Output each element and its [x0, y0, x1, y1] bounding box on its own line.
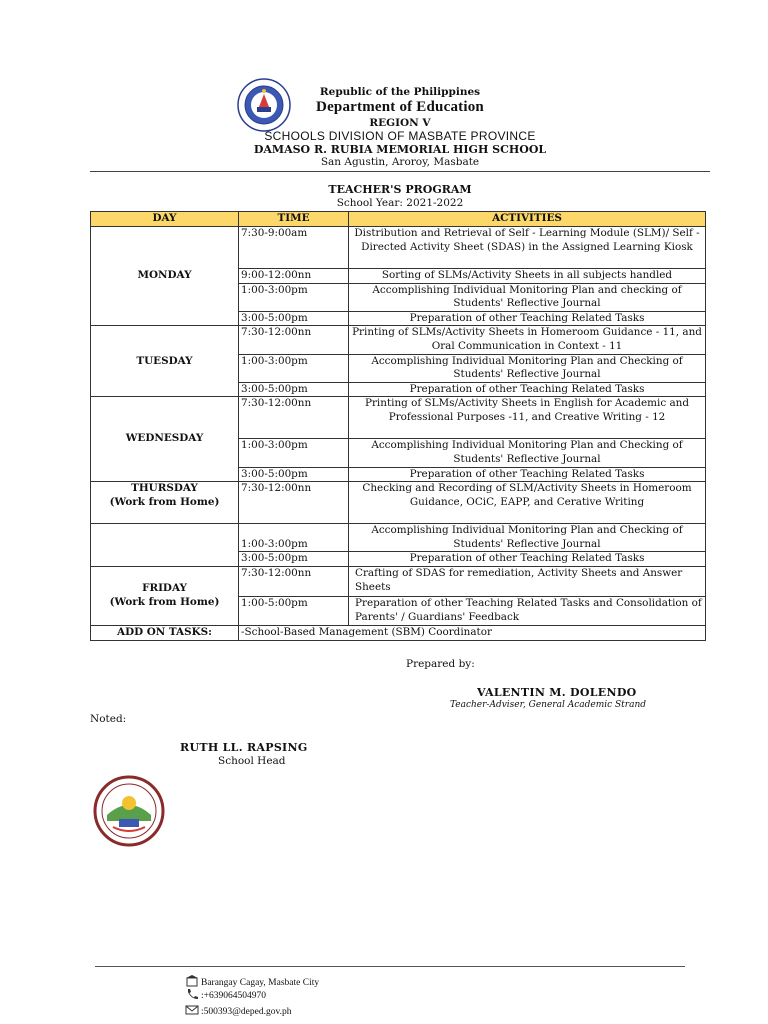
- time-cell: 3:00-5:00pm: [239, 467, 349, 482]
- activity-cell: Crafting of SDAS for remediation, Activity Sheets and Answer Sheets: [349, 566, 706, 596]
- activity-cell: Accomplishing Individual Monitoring Plan and Checking of Students' Reflective Journal: [349, 354, 706, 382]
- time-cell: 7:30-12:00nn: [239, 482, 349, 524]
- time-cell: 1:00-3:00pm: [239, 524, 349, 552]
- header-department: Department of Education: [316, 99, 484, 115]
- footer-address-line: [185, 975, 319, 988]
- header-day: DAY: [91, 212, 239, 227]
- addon-label: ADD ON TASKS:: [91, 625, 239, 640]
- empty-day-cell: [91, 524, 239, 567]
- footer-divider: [95, 966, 685, 967]
- prepared-by-label: Prepared by:: [406, 658, 475, 670]
- time-cell: 1:00-3:00pm: [239, 354, 349, 382]
- activity-cell: Preparation of other Teaching Related Tasks: [349, 467, 706, 482]
- time-cell: 1:00-3:00pm: [239, 283, 349, 311]
- time-cell: 3:00-5:00pm: [239, 311, 349, 326]
- activity-cell: Preparation of other Teaching Related Tasks: [349, 311, 706, 326]
- activity-cell: Preparation of other Teaching Related Tasks: [349, 382, 706, 397]
- header-school: DAMASO R. RUBIA MEMORIAL HIGH SCHOOL: [253, 143, 547, 156]
- day-friday-label: FRIDAY: [142, 582, 187, 595]
- time-cell: 7:30-9:00am: [239, 227, 349, 269]
- footer-phone-line: [185, 988, 266, 1001]
- day-wednesday: WEDNESDAY: [91, 397, 239, 482]
- activity-cell: Accomplishing Individual Monitoring Plan and checking of Students' Reflective Journal: [349, 283, 706, 311]
- time-cell: 3:00-5:00pm: [239, 382, 349, 397]
- footer-phone: :+639064504970: [201, 991, 266, 1001]
- activity-cell: Distribution and Retrieval of Self - Learning Module (SLM)/ Self -Directed Activity Sheet (SDAS) in the Assigned Learning Kiosk: [349, 227, 706, 269]
- email-icon: [185, 1004, 199, 1016]
- day-friday-note: (Work from Home): [109, 595, 220, 608]
- table-row: [91, 524, 706, 552]
- schedule-table: [90, 211, 706, 641]
- activity-cell: Printing of SLMs/Activity Sheets in English for Academic and Professional Purposes -11, and Creative Writing - 12: [349, 397, 706, 439]
- activity-cell: Checking and Recording of SLM/Activity Sheets in Homeroom Guidance, OCiC, EAPP, and Cerative Writing: [349, 482, 706, 524]
- school-head-name: RUTH LL. RAPSING: [180, 741, 308, 754]
- activity-cell: Printing of SLMs/Activity Sheets in Homeroom Guidance - 11, and Oral Communication in Context - 11: [349, 326, 706, 354]
- school-head-role: School Head: [218, 755, 286, 767]
- header-division: SCHOOLS DIVISION OF MASBATE PROVINCE: [264, 129, 536, 143]
- time-cell: 1:00-3:00pm: [239, 439, 349, 467]
- time-cell: 1:00-5:00pm: [239, 596, 349, 625]
- header-location: San Agustin, Aroroy, Masbate: [320, 156, 480, 168]
- header-republic: Republic of the Philippines: [319, 86, 481, 98]
- activity-cell: Sorting of SLMs/Activity Sheets in all subjects handled: [349, 269, 706, 284]
- activity-cell: Preparation of other Teaching Related Tasks: [349, 552, 706, 567]
- table-row: [91, 625, 706, 640]
- footer-email-line: [185, 1004, 291, 1017]
- activity-cell: Accomplishing Individual Monitoring Plan and Checking of Students' Reflective Journal: [349, 524, 706, 552]
- day-thursday-label: THURSDAY: [131, 482, 198, 495]
- table-row: [91, 326, 706, 354]
- table-row: [91, 397, 706, 439]
- time-cell: 7:30-12:00nn: [239, 326, 349, 354]
- school-year: School Year: 2021-2022: [336, 197, 464, 209]
- day-tuesday: TUESDAY: [91, 326, 239, 397]
- header-region: REGION V: [369, 117, 431, 129]
- footer-email: :500393@deped.gov.ph: [201, 1007, 292, 1017]
- table-header-row: [91, 212, 706, 227]
- preparer-role: Teacher-Adviser, General Academic Strand: [449, 700, 647, 710]
- time-cell: 7:30-12:00nn: [239, 566, 349, 596]
- school-seal-logo: [93, 775, 165, 847]
- table-row: [91, 227, 706, 269]
- day-friday: [91, 566, 239, 625]
- preparer-name: VALENTIN M. DOLENDO: [477, 686, 637, 699]
- day-thursday-note: (Work from Home): [109, 495, 220, 508]
- time-cell: 3:00-5:00pm: [239, 552, 349, 567]
- table-row: [91, 566, 706, 596]
- time-cell: 7:30-12:00nn: [239, 397, 349, 439]
- phone-icon: [185, 988, 199, 1000]
- addon-value: -School-Based Management (SBM) Coordinator: [239, 625, 706, 640]
- activity-cell: Accomplishing Individual Monitoring Plan and Checking of Students' Reflective Journal: [349, 439, 706, 467]
- day-thursday: [91, 482, 239, 524]
- document-title: TEACHER'S PROGRAM: [328, 183, 472, 196]
- header-activities: ACTIVITIES: [349, 212, 706, 227]
- building-icon: [185, 975, 199, 987]
- activity-cell: Preparation of other Teaching Related Tasks and Consolidation of Parents' / Guardians' Feedback: [349, 596, 706, 625]
- header-divider: [90, 171, 710, 172]
- day-monday: MONDAY: [91, 227, 239, 326]
- header-time: TIME: [239, 212, 349, 227]
- noted-label: Noted:: [90, 713, 127, 725]
- time-cell: 9:00-12:00nn: [239, 269, 349, 284]
- footer-address: Barangay Cagay, Masbate City: [201, 978, 320, 988]
- table-row: [91, 482, 706, 524]
